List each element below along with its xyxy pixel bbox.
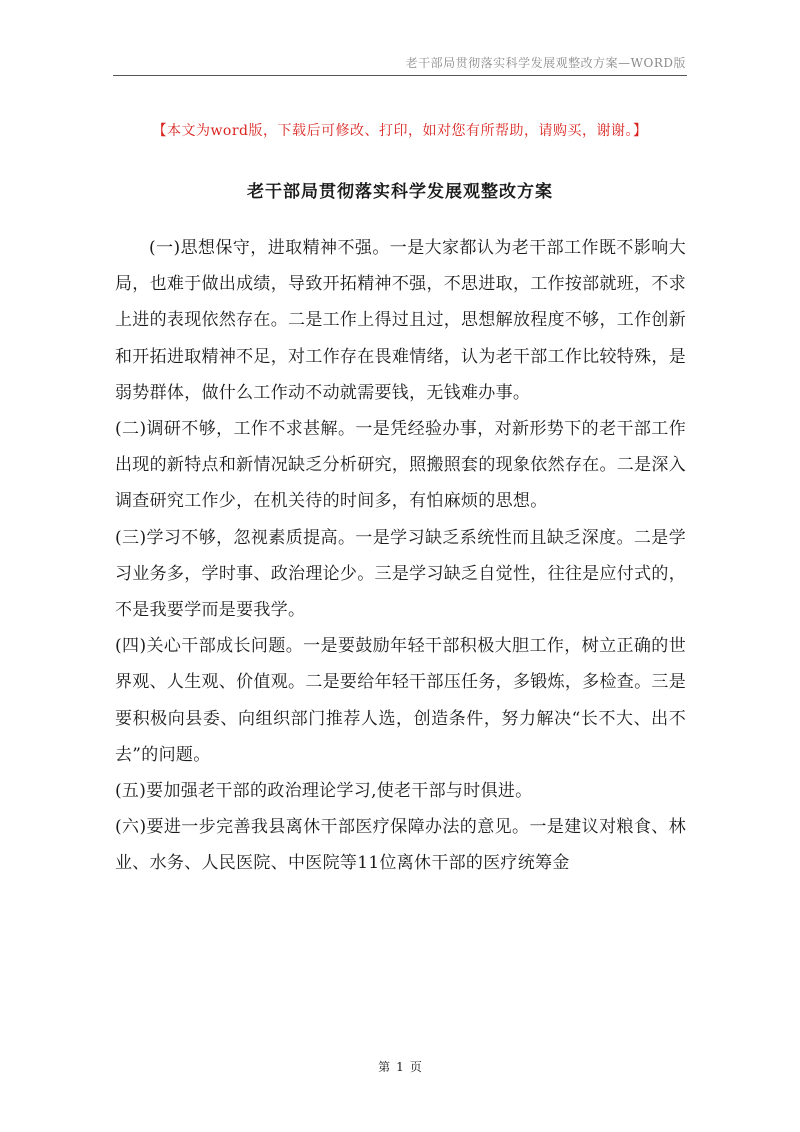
paragraph-5: (五)要加强老干部的政治理论学习,使老干部与时俱进。 — [115, 781, 533, 802]
header-divider — [113, 75, 687, 76]
page-footer — [0, 1058, 800, 1075]
paragraph-2: (二)调研不够，工作不求甚解。一是凭经验办事，对新形势下的老干部工作出现的新特点和新情况缺乏分析研究，照搬照套的现象依然存在。二是深入调查研究工作少，在机关待的时间多，有怕麻烦的思想。 — [115, 419, 686, 512]
download-notice: 【本文为word版，下载后可修改、打印，如对您有所帮助，请购买，谢谢。】 — [152, 123, 648, 139]
document-title: 老干部局贯彻落实科学发展观整改方案 — [247, 182, 553, 202]
paragraph-3: (三)学习不够，忽视素质提高。一是学习缺乏系统性而且缺乏深度。二是学习业务多，学时事、政治理论少。三是学习缺乏自觉性，往往是应付式的，不是我要学而是要我学。 — [115, 527, 686, 621]
paragraph-6: (六)要进一步完善我县离休干部医疗保障办法的意见。一是建议对粮食、林业、水务、人民医院、中医院等11位离休干部的医疗统筹金 — [115, 817, 686, 874]
page-prefix: 第 — [378, 1060, 391, 1074]
document-body — [115, 230, 686, 882]
running-header: 老干部局贯彻落实科学发展观整改方案—WORD版 — [405, 56, 686, 70]
page-suffix: 页 — [409, 1060, 422, 1074]
page-number: 1 — [396, 1060, 404, 1074]
paragraph-4: (四)关心干部成长问题。一是要鼓励年轻干部积极大胆工作，树立正确的世界观、人生观、价值观。二是要给年轻干部压任务，多锻炼，多检查。三是要积极向县委、向组织部门推荐人选，创造条件，努力解决“长不大、出不去”的问题。 — [115, 636, 686, 765]
paragraph-1: (一)思想保守，进取精神不强。一是大家都认为老干部工作既不影响大局，也难于做出成绩，导致开拓精神不强，不思进取，工作按部就班，不求上进的表现依然存在。二是工作上得过且过，思想解放程度不够，工作创新和开拓进取精神不足，对工作存在畏难情绪，认为老干部工作比较特殊，是弱势群体，做什么工作动不动就需要钱，无钱难办事。 — [115, 238, 686, 403]
